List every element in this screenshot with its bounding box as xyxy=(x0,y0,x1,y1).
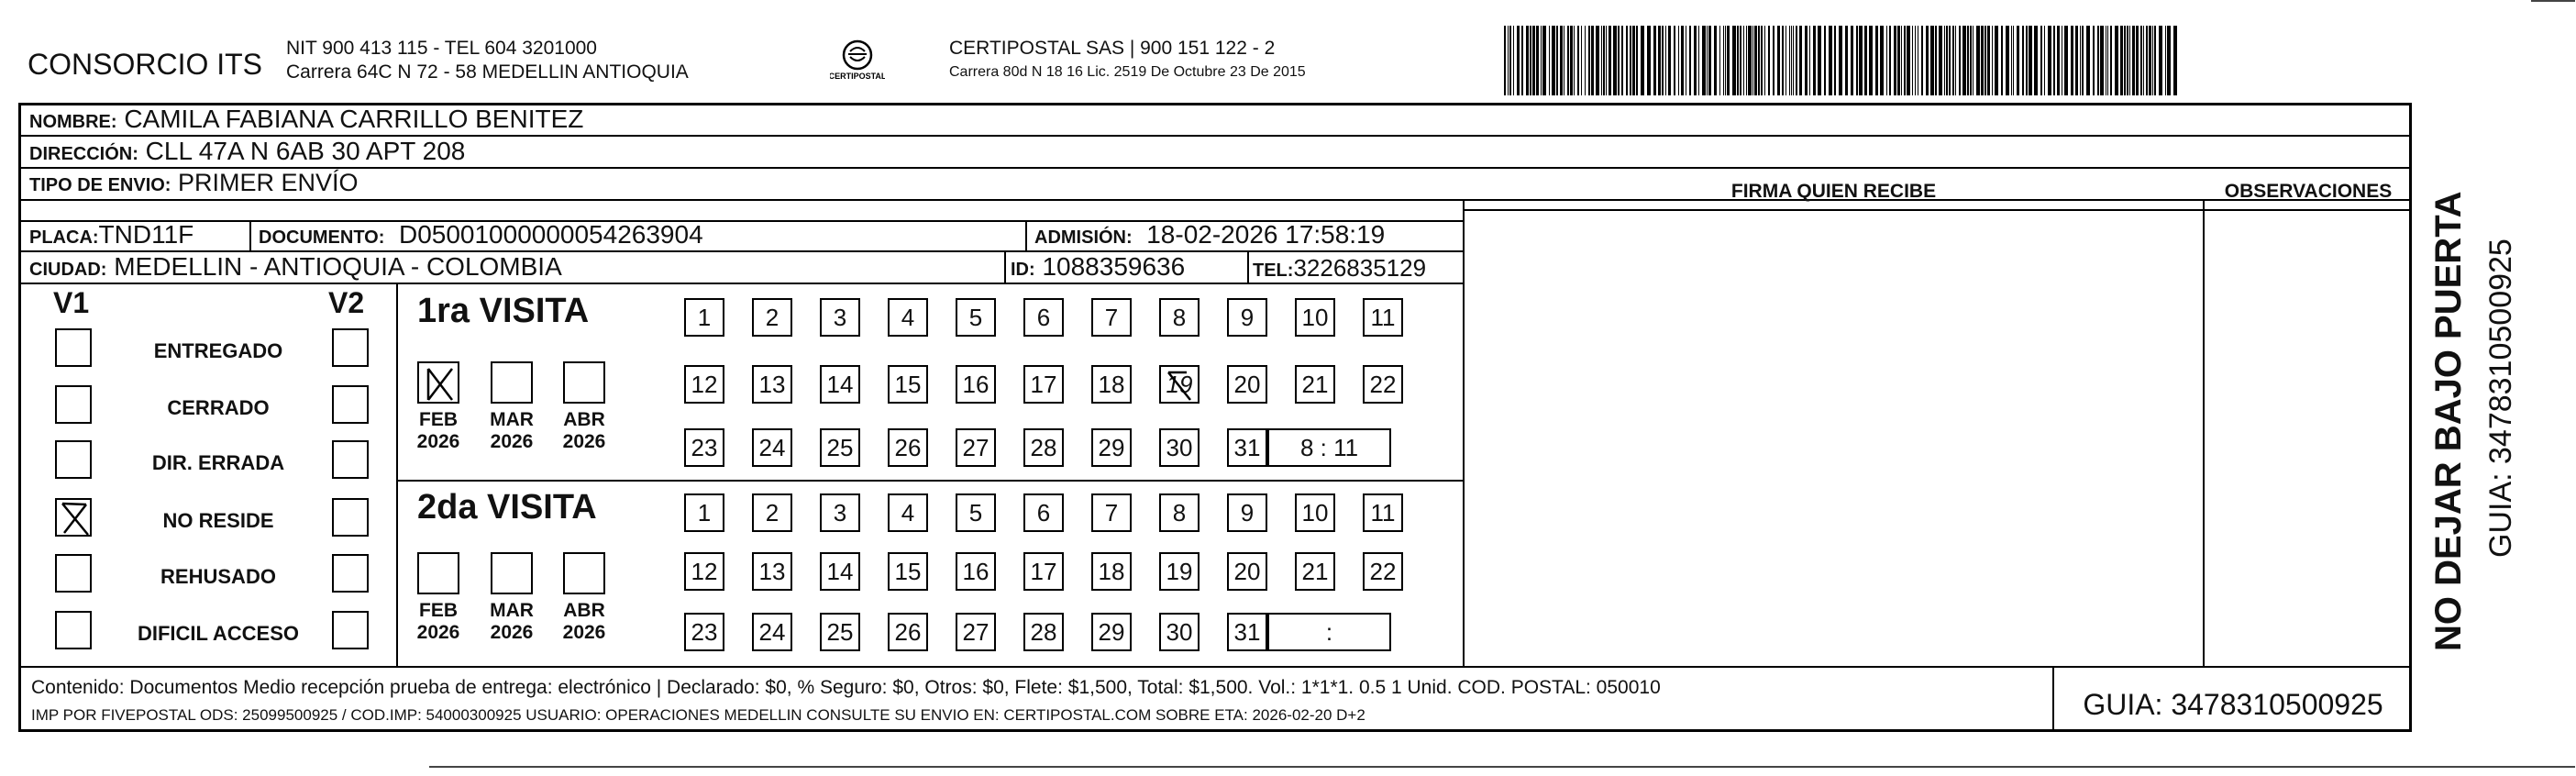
month-label: MAR 2026 xyxy=(490,409,534,452)
day-box[interactable]: 15 xyxy=(888,365,928,404)
day-box[interactable]: 1 xyxy=(684,493,724,532)
direccion-row: DIRECCIÓN: CLL 47A N 6AB 30 APT 208 xyxy=(29,137,466,165)
day-box[interactable]: 10 xyxy=(1295,493,1335,532)
visit-divider xyxy=(396,480,1463,482)
month-checkbox[interactable] xyxy=(491,361,533,404)
nombre-row: NOMBRE: CAMILA FABIANA CARRILLO BENITEZ xyxy=(29,105,584,133)
guia-number: GUIA: 3478310500925 xyxy=(2083,688,2383,721)
tel-value: 3226835129 xyxy=(1293,254,1427,282)
day-box[interactable]: 28 xyxy=(1023,613,1064,651)
state-label: DIR. ERRADA xyxy=(151,451,285,474)
day-box[interactable]: 16 xyxy=(956,365,996,404)
day-box[interactable]: 7 xyxy=(1091,298,1132,337)
cut-line xyxy=(429,766,2575,768)
month-label: FEB 2026 xyxy=(416,600,460,643)
month-checkbox[interactable] xyxy=(563,361,605,404)
placa-value: TND11F xyxy=(98,220,194,249)
visit1-title: 1ra VISITA xyxy=(417,292,590,330)
svg-text:CERTIPOSTAL: CERTIPOSTAL xyxy=(830,72,885,81)
side-guia: GUIA: 3478310500925 xyxy=(2483,238,2518,558)
day-box[interactable]: 3 xyxy=(820,493,860,532)
day-box[interactable]: 16 xyxy=(956,552,996,591)
day-box[interactable]: 8 xyxy=(1159,493,1200,532)
day-box[interactable]: 19 xyxy=(1159,365,1200,404)
barcode xyxy=(1504,26,2178,95)
id-divider xyxy=(1004,250,1006,283)
v2-checkbox[interactable] xyxy=(332,498,369,537)
v1-checkbox[interactable] xyxy=(55,385,92,424)
v2-checkbox[interactable] xyxy=(332,440,369,479)
footer-imp: IMP POR FIVEPOSTAL ODS: 25099500925 / COD.IMP: 54000300925 USUARIO: OPERACIONES MEDELLIN CONSULTE SU ENVIO EN: CERTIPOSTAL.COM SOBRE ETA: 2026-02-20 D+2 xyxy=(31,706,1365,724)
observaciones-header: OBSERVACIONES xyxy=(2224,181,2393,202)
certipostal-line: CERTIPOSTAL SAS | 900 151 122 - 2 xyxy=(949,38,1276,59)
day-box[interactable]: 30 xyxy=(1159,428,1200,467)
month-label: FEB 2026 xyxy=(416,409,460,452)
v2-checkbox[interactable] xyxy=(332,328,369,367)
day-box[interactable]: 30 xyxy=(1159,613,1200,651)
day-box[interactable]: 31 xyxy=(1227,428,1267,467)
day-box[interactable]: 29 xyxy=(1091,613,1132,651)
day-box[interactable]: 9 xyxy=(1227,298,1267,337)
day-box[interactable]: 2 xyxy=(752,493,792,532)
day-box[interactable]: 25 xyxy=(820,613,860,651)
day-box[interactable]: 1 xyxy=(684,298,724,337)
month-label: ABR 2026 xyxy=(562,600,606,643)
day-box[interactable]: 14 xyxy=(820,552,860,591)
month-checkbox[interactable] xyxy=(563,552,605,594)
firma-divider xyxy=(1463,199,1465,666)
day-box[interactable]: 8 xyxy=(1159,298,1200,337)
month-checkbox[interactable] xyxy=(417,361,459,404)
obs-divider xyxy=(2203,199,2205,666)
state-label: REHUSADO xyxy=(160,565,276,588)
time-box[interactable]: 8 : 11 xyxy=(1267,428,1391,467)
day-box[interactable]: 17 xyxy=(1023,552,1064,591)
day-box[interactable]: 3 xyxy=(820,298,860,337)
day-box[interactable]: 25 xyxy=(820,428,860,467)
v1-checkbox[interactable] xyxy=(55,498,92,537)
documento-value: D05001000000054263904 xyxy=(398,220,703,249)
v1-checkbox[interactable] xyxy=(55,554,92,593)
admision-divider xyxy=(1025,220,1027,250)
day-box[interactable]: 29 xyxy=(1091,428,1132,467)
side-text xyxy=(2428,101,2566,651)
no-dejar-bajo-puerta: NO DEJAR BAJO PUERTA xyxy=(2428,191,2469,651)
tipo-row: TIPO DE ENVIO: PRIMER ENVÍO xyxy=(29,169,359,196)
day-box[interactable]: 27 xyxy=(956,613,996,651)
edge-mark xyxy=(2531,0,2575,2)
v2-checkbox[interactable] xyxy=(332,611,369,649)
nombre-value: CAMILA FABIANA CARRILLO BENITEZ xyxy=(124,105,584,133)
day-box[interactable]: 18 xyxy=(1091,552,1132,591)
state-label: CERRADO xyxy=(167,396,270,419)
day-box[interactable]: 17 xyxy=(1023,365,1064,404)
admision-value: 18-02-2026 17:58:19 xyxy=(1146,220,1386,249)
v1-checkbox[interactable] xyxy=(55,611,92,649)
day-box[interactable]: 22 xyxy=(1363,552,1403,591)
day-box[interactable]: 4 xyxy=(888,493,928,532)
tel-cell: TEL:3226835129 xyxy=(1253,254,1427,282)
v2-checkbox[interactable] xyxy=(332,385,369,424)
v1-checkbox[interactable] xyxy=(55,440,92,479)
footer-content: Contenido: Documentos Medio recepción prueba de entrega: electrónico | Declarado: $0, % Seguro: $0, Otros: $0, Flete: $1,500, Total: $1,500. Vol.: 1*1*1. 0.5 1 Unid. COD. POSTAL: 050010 xyxy=(31,677,1661,698)
day-box[interactable]: 5 xyxy=(956,298,996,337)
tel-divider xyxy=(1247,250,1249,283)
month-checkbox[interactable] xyxy=(491,552,533,594)
day-box[interactable]: 11 xyxy=(1363,493,1403,532)
day-box[interactable]: 26 xyxy=(888,428,928,467)
v2-header: V2 xyxy=(328,286,365,319)
ciudad-cell: CIUDAD: MEDELLIN - ANTIOQUIA - COLOMBIA xyxy=(29,252,562,281)
row-divider xyxy=(20,167,2411,169)
id-value: 1088359636 xyxy=(1042,252,1186,281)
day-box[interactable]: 23 xyxy=(684,428,724,467)
placa-cell: PLACA:TND11F xyxy=(29,220,194,249)
ciudad-value: MEDELLIN - ANTIOQUIA - COLOMBIA xyxy=(114,252,562,281)
day-box[interactable]: 26 xyxy=(888,613,928,651)
day-box[interactable]: 24 xyxy=(752,428,792,467)
day-box[interactable]: 27 xyxy=(956,428,996,467)
day-box[interactable]: 22 xyxy=(1363,365,1403,404)
day-box[interactable]: 21 xyxy=(1295,552,1335,591)
row-divider xyxy=(20,283,1463,284)
day-box[interactable]: 20 xyxy=(1227,552,1267,591)
day-box[interactable]: 23 xyxy=(684,613,724,651)
nit-line: NIT 900 413 115 - TEL 604 3201000 xyxy=(286,38,597,59)
v1-header: V1 xyxy=(53,286,90,319)
id-cell: ID: 1088359636 xyxy=(1011,252,1186,281)
day-box[interactable]: 20 xyxy=(1227,365,1267,404)
day-box[interactable]: 15 xyxy=(888,552,928,591)
admision-cell: ADMISIÓN: 18-02-2026 17:58:19 xyxy=(1034,220,1386,249)
day-box[interactable]: 18 xyxy=(1091,365,1132,404)
day-box[interactable]: 10 xyxy=(1295,298,1335,337)
address-line: Carrera 64C N 72 - 58 MEDELLIN ANTIOQUIA xyxy=(286,61,689,83)
v2-checkbox[interactable] xyxy=(332,554,369,593)
documento-cell: DOCUMENTO: D05001000000054263904 xyxy=(259,220,703,249)
day-box[interactable]: 14 xyxy=(820,365,860,404)
day-box[interactable]: 12 xyxy=(684,365,724,404)
day-box[interactable]: 28 xyxy=(1023,428,1064,467)
visit2-title: 2da VISITA xyxy=(417,488,597,527)
day-box[interactable]: 13 xyxy=(752,552,792,591)
time-box[interactable]: : xyxy=(1267,613,1391,651)
firma-header: FIRMA QUIEN RECIBE xyxy=(1730,181,1937,202)
month-label: ABR 2026 xyxy=(562,409,606,452)
day-box[interactable]: 12 xyxy=(684,552,724,591)
direccion-value: CLL 47A N 6AB 30 APT 208 xyxy=(145,137,466,165)
day-box[interactable]: 21 xyxy=(1295,365,1335,404)
company-name: CONSORCIO ITS xyxy=(28,48,263,81)
v1-checkbox[interactable] xyxy=(55,328,92,367)
day-box[interactable]: 7 xyxy=(1091,493,1132,532)
day-box[interactable]: 6 xyxy=(1023,298,1064,337)
month-checkbox[interactable] xyxy=(417,552,459,594)
states-divider xyxy=(396,283,398,666)
row-divider xyxy=(1463,209,2411,211)
placa-divider xyxy=(249,220,251,250)
day-box[interactable]: 4 xyxy=(888,298,928,337)
day-box[interactable]: 5 xyxy=(956,493,996,532)
day-box[interactable]: 11 xyxy=(1363,298,1403,337)
certipostal-info xyxy=(949,37,1306,84)
day-box[interactable]: 13 xyxy=(752,365,792,404)
day-box[interactable]: 6 xyxy=(1023,493,1064,532)
certipostal-sub: Carrera 80d N 18 16 Lic. 2519 De Octubre 23 De 2015 xyxy=(949,64,1306,80)
tipo-value: PRIMER ENVÍO xyxy=(177,169,359,196)
day-box[interactable]: 19 xyxy=(1159,552,1200,591)
day-box[interactable]: 24 xyxy=(752,613,792,651)
certipostal-logo xyxy=(830,37,885,88)
month-label: MAR 2026 xyxy=(490,600,534,643)
state-label: NO RESIDE xyxy=(162,509,274,532)
day-box[interactable]: 31 xyxy=(1227,613,1267,651)
day-box[interactable]: 2 xyxy=(752,298,792,337)
state-label: DIFICIL ACCESO xyxy=(137,622,299,645)
state-label: ENTREGADO xyxy=(153,339,283,362)
company-info xyxy=(286,37,689,84)
day-box[interactable]: 9 xyxy=(1227,493,1267,532)
